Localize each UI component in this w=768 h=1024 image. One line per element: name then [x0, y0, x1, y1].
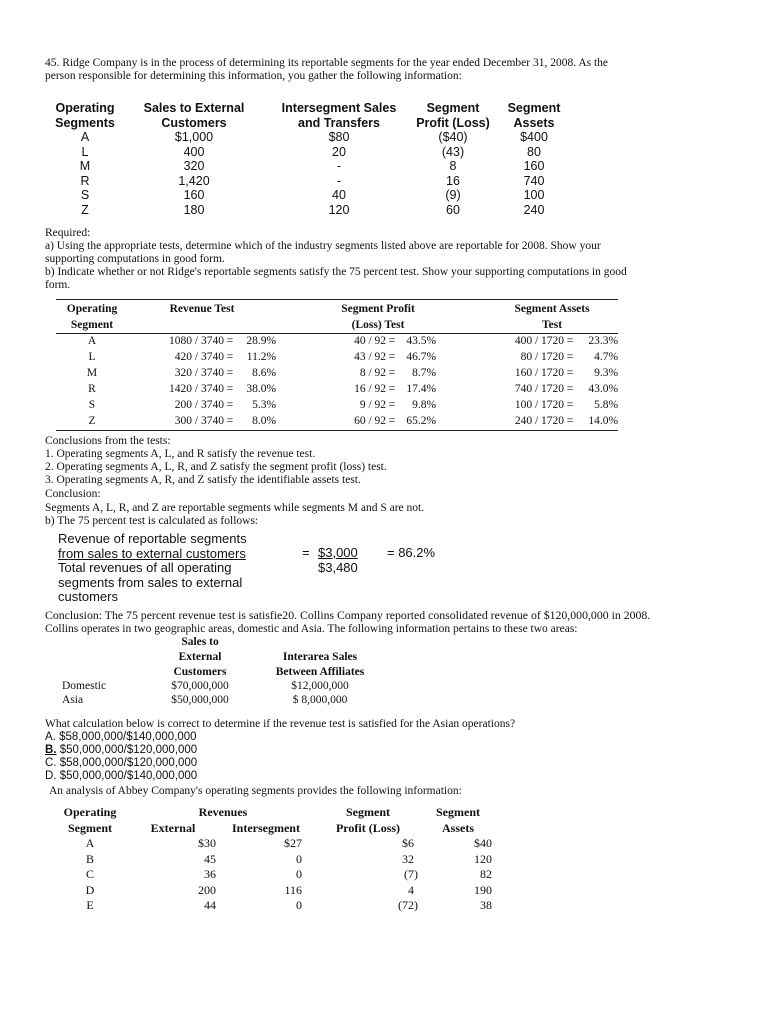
cell: = [388, 415, 396, 427]
cell: = [226, 383, 234, 395]
abbey-header-intersegment: Intersegment [232, 820, 300, 835]
cell: $40 [474, 836, 492, 850]
cell: 5.3% [252, 399, 277, 411]
cell: 160 [183, 188, 205, 202]
denominator-line: segments from sales to external [58, 574, 243, 590]
q45-intro-line2: person responsible for determining this information, you gather the following information: [45, 70, 462, 82]
collins-row-domestic: Domestic [62, 680, 107, 692]
option-text: $50,000,000/$140,000,000 [59, 770, 198, 782]
table-row [56, 333, 618, 349]
cell: 9.8% [412, 399, 437, 411]
cell: 23.3% [588, 335, 619, 347]
option-b[interactable] [45, 744, 197, 757]
cell: 45 [204, 851, 216, 866]
abbey-header-profit-2: Profit (Loss) [335, 820, 401, 835]
cell: = [388, 367, 396, 379]
cell: 180 [183, 202, 205, 217]
cell: $30 [198, 836, 216, 850]
collins-row-labels [62, 679, 106, 707]
cell: (9) [445, 188, 461, 202]
tests-bottom-rule [56, 430, 618, 431]
cell: 28.9% [246, 335, 277, 347]
cell: $400 [520, 130, 548, 144]
cell: - [336, 173, 342, 188]
cell: C [85, 867, 94, 881]
numerator-line: Revenue of reportable segments [58, 531, 247, 546]
cell: 43.5% [406, 335, 437, 347]
cell: 65.2% [406, 415, 437, 427]
cell: 740 / 1720 [514, 383, 565, 395]
tests-header-assets: Segment Assets [514, 303, 590, 315]
cell: 17.4% [406, 383, 437, 395]
cell: 0 [296, 898, 302, 912]
cell: 120 [474, 851, 492, 866]
option-letter: C. [45, 757, 57, 769]
cell: $80 [328, 130, 350, 144]
q45-intro-line1: 45. Ridge Company is in the process of determining its reportable segments for the year ended December 31, 2008. As the [45, 57, 609, 69]
cell: - [336, 159, 342, 173]
table-row [50, 883, 496, 899]
cell: 100 [523, 188, 545, 202]
cell: (7) [404, 867, 418, 881]
cell: 80 [527, 144, 541, 159]
cell: = [566, 415, 574, 427]
cell: = [226, 367, 234, 379]
cell: 36 [204, 867, 216, 881]
cell: 740 [523, 173, 545, 188]
option-letter: D. [45, 770, 57, 782]
cell: 190 [474, 882, 492, 897]
cell: = [566, 335, 574, 347]
collins-header-interarea [258, 650, 382, 680]
cell: 40 / 92 [354, 335, 387, 347]
abbey-header-assets: Segment [436, 805, 480, 819]
cell: A [87, 335, 97, 347]
table-row [56, 349, 618, 365]
cell: 160 [523, 159, 545, 173]
cell: = [388, 335, 396, 347]
cell: Z [88, 415, 96, 427]
header-operating: Operating [55, 101, 115, 115]
cell: $1,000 [174, 130, 214, 144]
cell: 240 / 1720 [514, 415, 565, 427]
cell: 400 [183, 144, 205, 159]
cell: 320 / 3740 [174, 367, 224, 379]
table-row [56, 381, 618, 397]
header-operating-2: Segments [55, 115, 115, 130]
cell: D [85, 882, 95, 897]
cell: M [79, 159, 91, 173]
header-segment-assets-2: Assets [513, 115, 555, 130]
cell: = [226, 399, 234, 411]
cell: = [566, 351, 574, 363]
table-row [48, 130, 574, 145]
required-line: b) Indicate whether or not Ridge's reportable segments satisfy the 75 percent test. Show your supporting computations in good [45, 266, 627, 278]
cell: ($40) [438, 130, 468, 144]
collins-question: What calculation below is correct to determine if the revenue test is satisfied for the Asian operations? [45, 718, 516, 730]
seventyfive-formula-label [58, 532, 247, 605]
header-segment-assets: Segment [507, 101, 561, 115]
collins-col-interarea [258, 679, 382, 707]
conclusion-item: 1. Operating segments A, L, and R satisfy the revenue test. [45, 448, 316, 460]
cell: 420 / 3740 [174, 351, 224, 363]
option-d[interactable] [45, 770, 197, 783]
cell: 8.7% [412, 367, 437, 379]
option-c[interactable] [45, 757, 197, 770]
cell: $6 [402, 836, 414, 850]
tests-header-segment: Segment [70, 319, 114, 331]
answer-options [45, 731, 197, 783]
header-intersegment-2: and Transfers [298, 115, 380, 130]
table-row [56, 413, 618, 429]
seventyfive-eq: = [302, 545, 310, 560]
cell: 200 [198, 882, 216, 897]
cell: 1420 / 3740 [169, 383, 224, 395]
table-row [56, 397, 618, 413]
cell: 20 [332, 144, 346, 159]
cell: $ 8,000,000 [292, 694, 348, 706]
denominator-line: Total revenues of all operating [58, 560, 232, 575]
cell: 44 [204, 898, 216, 912]
cell: $12,000,000 [291, 680, 349, 692]
seventyfive-denominator: $3,480 [318, 560, 358, 575]
cell: S [88, 399, 96, 411]
numerator-line: from sales to external customers [58, 545, 246, 561]
tests-header-operating: Operating [66, 303, 118, 315]
collins-line1: Conclusion: The 75 percent revenue test is satisfie20. Collins Company reported consolidated revenue of $120,000,000 in 2008. [45, 608, 651, 622]
collins-col-sales [150, 679, 250, 707]
cell: 1080 / 3740 [169, 335, 224, 347]
cell: B [85, 851, 94, 866]
cell: 16 / 92 [354, 383, 387, 395]
cell: 116 [284, 882, 302, 897]
seventyfive-numerator: $3,000 [318, 545, 358, 560]
cell: 16 [446, 173, 460, 188]
collins-header-sales [150, 635, 250, 680]
option-a[interactable] [45, 731, 197, 744]
cell: E [86, 898, 94, 912]
option-text: $58,000,000/$120,000,000 [59, 757, 198, 769]
required-line: supporting computations in good form. [45, 253, 225, 265]
cell: 8.6% [252, 367, 277, 379]
cell: = [226, 415, 234, 427]
cell: 9 / 92 [359, 399, 387, 411]
cell: R [80, 173, 90, 188]
table-row [48, 203, 574, 218]
tests-header-revenue: Revenue Test [169, 303, 235, 315]
cell: 1,420 [178, 173, 210, 188]
cell: 8 [449, 159, 457, 173]
cell: 200 / 3740 [174, 399, 224, 411]
cell: 60 / 92 [354, 415, 387, 427]
cell: 32 [402, 851, 414, 866]
cell: = [566, 399, 574, 411]
cell: M [86, 367, 98, 379]
cell: 8.0% [252, 415, 277, 427]
collins-header-sales-1: Sales to [181, 636, 219, 648]
required-heading: Required: [45, 227, 91, 239]
cell: 160 / 1720 [514, 367, 565, 379]
cell: 38 [480, 898, 492, 912]
conclusion-item: 2. Operating segments A, L, R, and Z satisfy the segment profit (loss) test. [45, 461, 387, 473]
cell: 0 [296, 867, 302, 881]
ridge-segment-table [48, 101, 574, 217]
cell: 80 / 1720 [520, 351, 565, 363]
table-row [50, 867, 496, 883]
cell: 300 / 3740 [174, 415, 224, 427]
cell: L [81, 144, 89, 159]
cell: 0 [296, 851, 302, 866]
cell: 43 / 92 [354, 351, 387, 363]
cell: 320 [183, 159, 205, 173]
required-line: a) Using the appropriate tests, determine which of the industry segments listed above are reportable for 2008. Show your [45, 240, 601, 252]
cell: 9.3% [594, 367, 619, 379]
header-segment-profit-2: Profit (Loss) [416, 115, 490, 130]
table-row [50, 836, 496, 852]
cell: 11.2% [246, 351, 277, 363]
table-row [48, 159, 574, 174]
cell: 14.0% [588, 415, 619, 427]
cell: = [566, 367, 574, 379]
cell: 82 [480, 867, 492, 881]
denominator-line: customers [58, 589, 118, 604]
cell: 240 [523, 202, 545, 217]
abbey-header-profit: Segment [346, 805, 390, 819]
table-row [48, 145, 574, 160]
collins-header-inter-2: Between Affiliates [275, 666, 365, 678]
collins-header-sales-2: External [178, 651, 222, 663]
cell: 5.8% [594, 399, 619, 411]
table-row [50, 898, 496, 914]
required-line: form. [45, 279, 71, 291]
seventyfive-result: = 86.2% [387, 545, 436, 560]
abbey-segment-table [50, 805, 496, 914]
conclusion-item: 3. Operating segments A, R, and Z satisfy the identifiable assets test. [45, 474, 361, 486]
abbey-header-revenues: Revenues [198, 805, 248, 819]
cell: 8 / 92 [359, 367, 387, 379]
header-segment-profit: Segment [426, 101, 480, 115]
option-letter-selected: B. [45, 744, 57, 756]
tests-header-profit-2: (Loss) Test [351, 319, 405, 331]
cell: A [85, 836, 95, 850]
table-row [48, 188, 574, 203]
cell: 4.7% [594, 351, 619, 363]
cell: 38.0% [246, 383, 277, 395]
segment-tests-table [56, 301, 618, 429]
cell: L [88, 351, 96, 363]
header-sales-external: Sales to External [143, 101, 245, 115]
cell: (43) [441, 144, 465, 159]
cell: = [566, 383, 574, 395]
cell: 100 / 1720 [514, 399, 565, 411]
tests-header-profit: Segment Profit [341, 303, 415, 315]
cell: S [80, 188, 90, 202]
collins-row-asia: Asia [62, 694, 84, 706]
cell: = [388, 351, 396, 363]
cell: = [388, 383, 396, 395]
cell: R [88, 383, 96, 395]
abbey-header-segment: Segment [68, 820, 112, 835]
collins-line2: Collins operates in two geographic areas, domestic and Asia. The following information pertains to these two areas: [45, 623, 578, 635]
cell: $70,000,000 [171, 680, 229, 692]
abbey-header-external: External [150, 820, 196, 835]
cell: 400 / 1720 [514, 335, 565, 347]
cell: A [80, 130, 90, 144]
collins-header-inter-1: Interarea Sales [282, 651, 358, 663]
conclusion-label: Conclusion: [45, 488, 101, 500]
table-row [50, 852, 496, 868]
collins-header-sales-3: Customers [173, 666, 227, 678]
cell: $27 [284, 836, 302, 850]
header-intersegment: Intersegment Sales [281, 101, 397, 115]
cell: = [388, 399, 396, 411]
conclusions-heading: Conclusions from the tests: [45, 435, 171, 447]
conclusion-text: Segments A, L, R, and Z are reportable segments while segments M and S are not. [45, 502, 425, 514]
table-row [56, 365, 618, 381]
cell: 120 [328, 202, 350, 217]
cell: Z [81, 202, 89, 217]
cell: = [226, 335, 234, 347]
abbey-intro: An analysis of Abbey Company's operating segments provides the following information: [49, 785, 462, 797]
table-row [48, 174, 574, 189]
cell: = [226, 351, 234, 363]
cell: 4 [408, 882, 414, 897]
cell: 40 [332, 188, 346, 202]
cell: 46.7% [406, 351, 437, 363]
abbey-header-operating: Operating [63, 805, 117, 819]
tests-top-rule [56, 299, 618, 300]
option-text: $58,000,000/$140,000,000 [59, 731, 197, 743]
cell: (72) [398, 898, 418, 912]
cell: 60 [446, 202, 460, 217]
option-letter: A. [45, 731, 56, 743]
cell: 43.0% [588, 383, 619, 395]
tests-header-assets-2: Test [542, 319, 563, 331]
seventyfive-intro: b) The 75 percent test is calculated as follows: [45, 515, 259, 527]
abbey-header-assets-2: Assets [442, 820, 474, 835]
option-text: $50,000,000/$120,000,000 [59, 744, 198, 756]
cell: $50,000,000 [171, 694, 229, 706]
header-sales-external-2: Customers [161, 115, 227, 130]
